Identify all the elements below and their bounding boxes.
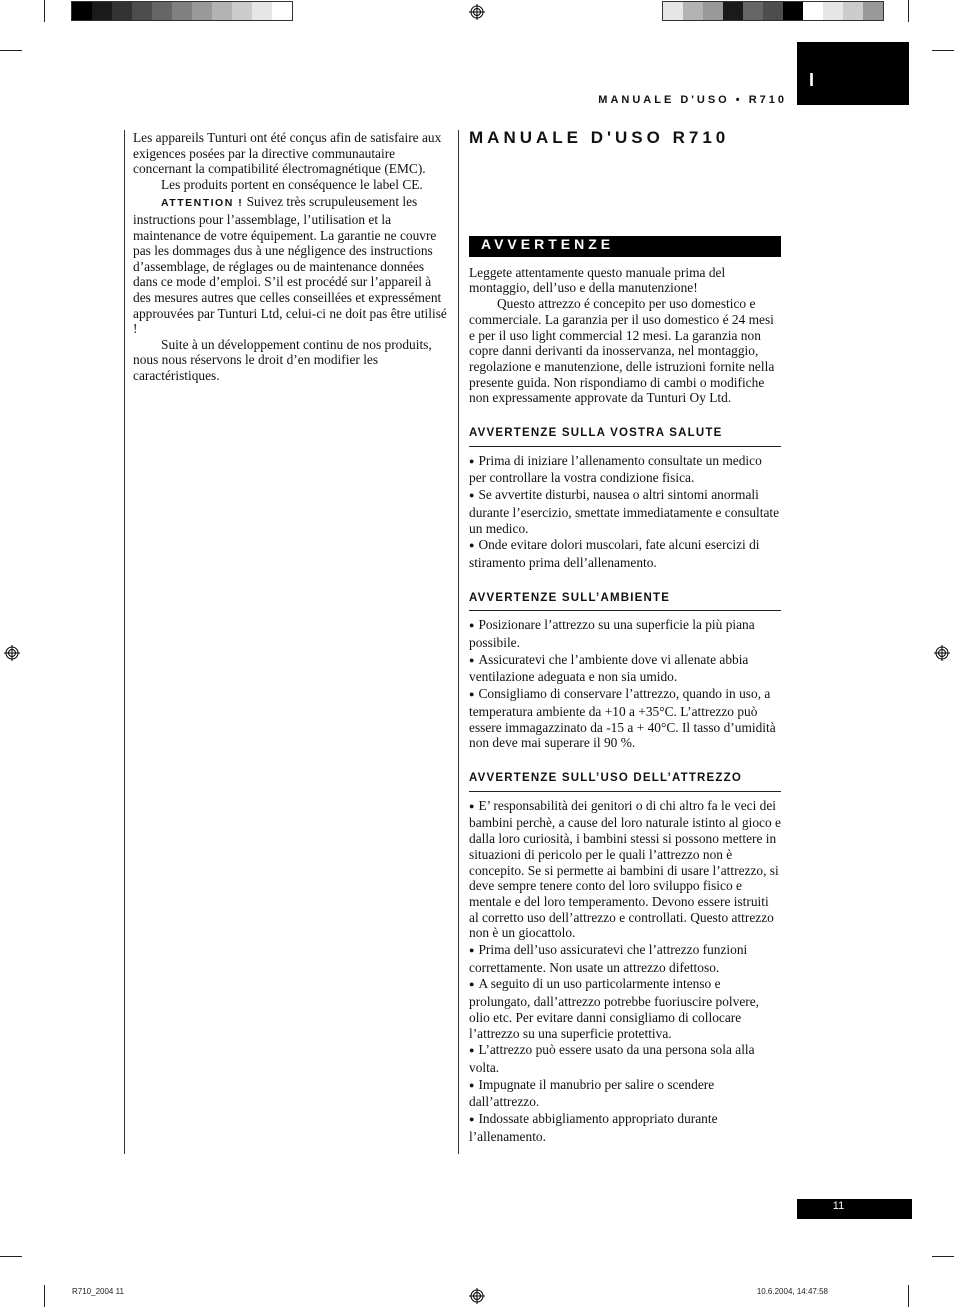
color-swatch: [92, 2, 112, 20]
list-item: ● Assicuratevi che l’ambiente dove vi allenate abbia ventilazione adeguata e non sia umido.: [469, 652, 781, 685]
paragraph-development: Suite à un développement continu de nos produits, nous nous réservons le droit d’en modifier les caractéristiques.: [133, 336, 432, 383]
color-swatch: [152, 2, 172, 20]
slug-file-name: R710_2004 11: [72, 1287, 124, 1296]
page-number: 11: [797, 1199, 912, 1219]
attention-text: Suivez très scrupuleusement les instructions pour l’assemblage, l’utilisation et la maintenance de votre équipement. La garantie ne couvre pas les dommages dus à une négligence des instructions d’assemblage, de réglages ou de maintenance données dans ce mode d’emploi. S’il est procédé sur l’appareil à des mesures autres que celles conseillées et expressément approuvées par Tunturi Ltd, celui-ci ne doit pas être utilisé !: [133, 194, 447, 337]
list-item: ● Onde evitare dolori muscolari, fate alcuni esercizi di stiramento prima dell’allenamento.: [469, 537, 781, 570]
color-swatch: [683, 2, 703, 20]
list-item: ● Prima dell’uso assicuratevi che l’attrezzo funzioni correttamente. Non usate un attrezzo difettoso.: [469, 942, 781, 975]
section-heading: AVVERTENZE SULL’USO DELL’ATTREZZO: [469, 771, 781, 792]
color-swatch: [192, 2, 212, 20]
crop-mark: [0, 50, 22, 51]
paragraph-attention: [133, 194, 447, 336]
color-swatch: [743, 2, 763, 20]
color-swatch: [172, 2, 192, 20]
language-tab: [797, 42, 909, 105]
list-item: ● Impugnate il manubrio per salire o scendere dall’attrezzo.: [469, 1077, 781, 1110]
list-item: ● Consigliamo di conservare l’attrezzo, quando in uso, a temperatura ambiente da +10 a +35°C. L’attrezzo può essere immagazzinato da -15 a + 40°C. Il tasso d’umidità non deve mai superare il 90 %.: [469, 686, 781, 751]
section-heading: AVVERTENZE SULL’AMBIENTE: [469, 591, 781, 612]
registration-mark-icon: [934, 645, 950, 661]
paragraph-emc: Les appareils Tunturi ont été conçus afin de satisfaire aux exigences posées par la directive communautaire concernant la compatibilité électromagnétique (EMC).: [133, 130, 442, 177]
column-rule-middle: [458, 130, 459, 1154]
registration-mark-icon: [4, 645, 20, 661]
list-item: ● Indossate abbigliamento appropriato durante l’allenamento.: [469, 1111, 781, 1144]
color-bar-right: [662, 1, 884, 21]
attention-label: ATTENTION !: [161, 197, 244, 210]
color-swatch: [723, 2, 743, 20]
crop-mark: [44, 1285, 45, 1307]
section-heading: AVVERTENZE SULLA VOSTRA SALUTE: [469, 426, 781, 447]
intro-paragraph-2: Questo attrezzo é concepito per uso domestico e commerciale. La garanzia per il uso domestico é 24 mesi e per il uso light commercial 12 mesi. La garanzia non copre danni derivanti da inosservanza, nel montaggio, regolazione e manutenzione, delle istruzioni fornite nella presente guida. Non rispondiamo di cambi o modifiche non expressamente approvate da Tunturi Oy Ltd.: [469, 296, 775, 406]
crop-mark: [908, 0, 909, 22]
list-item: ● A seguito di un uso particolarmente intenso e prolungato, dall’attrezzo potrebbe fuoriuscire polvere, olio etc. Per evitare danni consigliamo di collocare l’attrezzo su una superficie protettiva.: [469, 976, 781, 1041]
section-environment: [469, 591, 781, 751]
list-item: ● Se avvertite disturbi, nausea o altri sintomi anormali durante l’esercizio, smettate immediatamente e consultate un medico.: [469, 487, 781, 536]
color-bar-left: [71, 1, 293, 21]
slug-timestamp: 10.6.2004, 14:47:58: [756, 1287, 828, 1296]
registration-mark-icon: [469, 1288, 485, 1304]
crop-mark: [932, 1256, 954, 1257]
right-column: [469, 130, 781, 1144]
left-column: [133, 130, 447, 384]
section-usage: [469, 771, 781, 1144]
color-swatch: [843, 2, 863, 20]
intro-paragraph-1: Leggete attentamente questo manuale prima del montaggio, dell’uso e della manutenzione!: [469, 264, 726, 296]
color-swatch: [803, 2, 823, 20]
crop-mark: [0, 1256, 22, 1257]
crop-mark: [908, 1285, 909, 1307]
color-swatch: [132, 2, 152, 20]
registration-mark-icon: [469, 4, 485, 20]
paragraph-ce-label: Les produits portent en conséquence le label CE.: [161, 176, 423, 192]
color-swatch: [72, 2, 92, 20]
color-swatch: [763, 2, 783, 20]
list-item: ● E’ responsabilità dei genitori o di chi altro fa le veci dei bambini perchè, a cause del loro naturale istinto al gioco e dalla loro curiosità, i bambini stessi si possono mettere in situazioni di pericolo per le quali l’attrezzo non è concepito. Se si permette ai bambini di usare l’attrezzo, si deve sempre tenere conto del loro sviluppo fisico e mentale e del loro temperamento. Devono essere istruiti al corretto uso dell’attrezzo e controllati. Questo attrezzo non è un giocattolo.: [469, 798, 781, 941]
section-health: [469, 426, 781, 571]
color-swatch: [823, 2, 843, 20]
color-swatch: [663, 2, 683, 20]
running-head: MANUALE D'USO • R710: [598, 94, 787, 106]
color-swatch: [863, 2, 883, 20]
crop-mark: [44, 0, 45, 22]
page-title: MANUALE D'USO R710: [469, 128, 730, 147]
color-swatch: [232, 2, 252, 20]
list-item: ● Posizionare l’attrezzo su una superficie la più piana possibile.: [469, 617, 781, 650]
warnings-bar: AVVERTENZE: [469, 236, 781, 257]
color-swatch: [252, 2, 272, 20]
color-swatch: [783, 2, 803, 20]
color-swatch: [703, 2, 723, 20]
column-rule-left: [124, 130, 125, 1154]
list-item: ● Prima di iniziare l’allenamento consultate un medico per controllare la vostra condizione fisica.: [469, 453, 781, 486]
language-tab-letter: I: [809, 70, 815, 90]
crop-mark: [932, 50, 954, 51]
color-swatch: [212, 2, 232, 20]
color-swatch: [272, 2, 292, 20]
list-item: ● L’attrezzo può essere usato da una persona sola alla volta.: [469, 1042, 781, 1075]
color-swatch: [112, 2, 132, 20]
